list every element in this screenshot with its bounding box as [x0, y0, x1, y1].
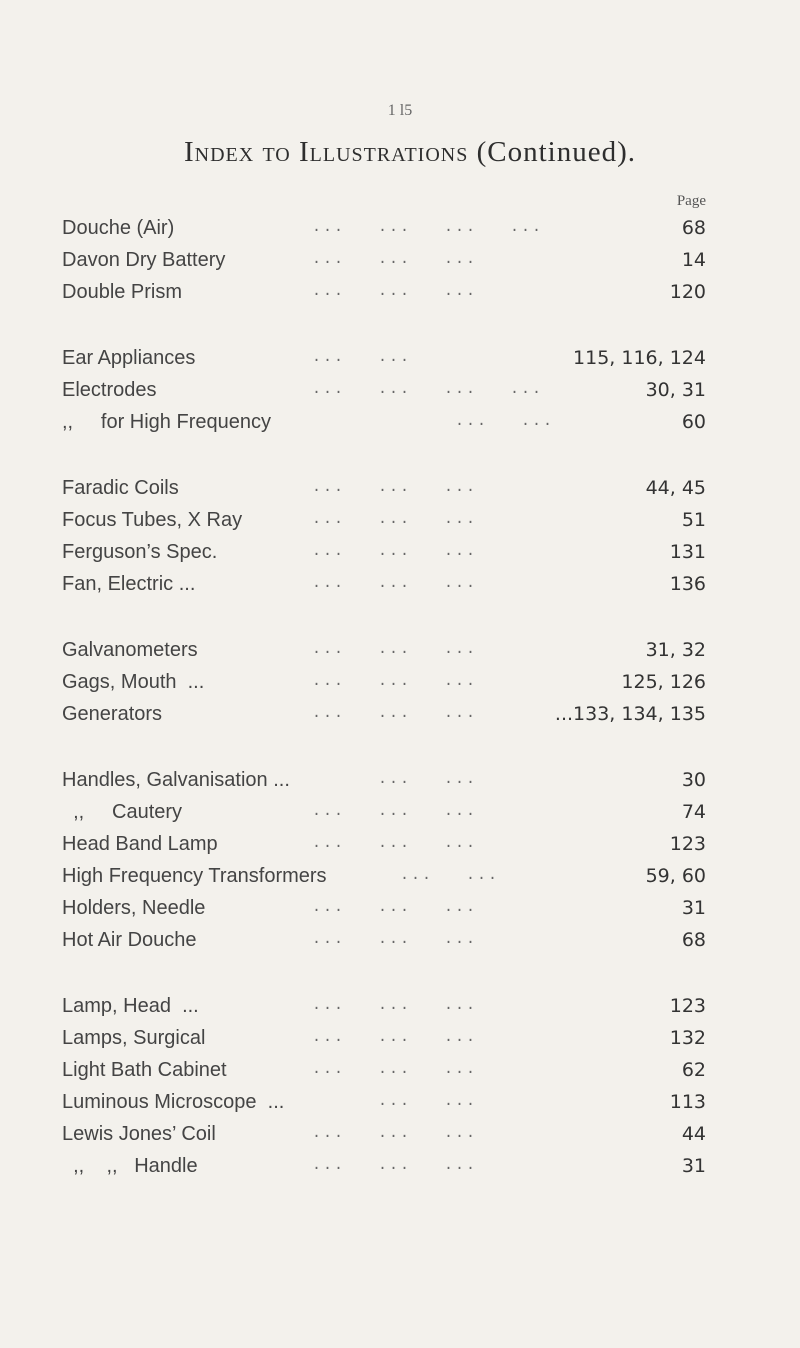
index-entry	[62, 1150, 722, 1182]
entry-label: Holders, Needle	[62, 897, 206, 919]
index-entry	[62, 276, 722, 308]
entry-pages: 123	[669, 995, 706, 1017]
index-group	[62, 634, 722, 730]
index-entry	[62, 472, 722, 504]
index-entry	[62, 892, 722, 924]
entry-label: Ear Appliances	[62, 347, 196, 369]
entry-label: Lamps, Surgical	[62, 1027, 206, 1049]
index-group	[62, 212, 722, 308]
entry-pages: 44	[681, 1123, 706, 1145]
index-entry	[62, 924, 722, 956]
index-entry	[62, 1022, 722, 1054]
index-group	[62, 342, 722, 438]
entry-pages: ...133, 134, 135	[554, 703, 706, 725]
entry-pages: 125, 126	[621, 671, 706, 693]
entry-pages: 30, 31	[645, 379, 706, 401]
leader-dots: ... ... ...	[312, 931, 478, 948]
leader-dots: ... ...	[312, 771, 478, 788]
index-entry	[62, 504, 722, 536]
entry-label: Generators	[62, 703, 163, 725]
entry-pages: 120	[669, 281, 706, 303]
index-entry	[62, 698, 722, 730]
entry-label: Lamp, Head ...	[62, 995, 199, 1017]
entry-label: Hot Air Douche	[62, 929, 197, 951]
index-entry	[62, 1054, 722, 1086]
entry-pages: 59, 60	[645, 865, 706, 887]
entry-pages: 113	[669, 1091, 706, 1113]
index-entry	[62, 828, 722, 860]
index-entry	[62, 212, 722, 244]
entry-pages: 31	[681, 1155, 706, 1177]
entry-pages: 51	[681, 509, 706, 531]
leader-dots: ... ... ...	[312, 1061, 478, 1078]
leader-dots: ... ... ...	[312, 997, 478, 1014]
entry-pages: 132	[669, 1027, 706, 1049]
index-entry	[62, 860, 722, 892]
entry-label: ,, for High Frequency	[62, 411, 271, 433]
index-entry	[62, 406, 722, 438]
entry-label: ,, Cautery	[62, 801, 183, 823]
index-entry	[62, 666, 722, 698]
title-continued: (Continued).	[476, 136, 636, 168]
index-entries	[62, 212, 722, 1216]
index-entry	[62, 374, 722, 406]
page-column-header: Page	[676, 193, 706, 209]
index-entry	[62, 568, 722, 600]
page-title	[60, 136, 760, 169]
entry-label: Galvanometers	[62, 639, 198, 661]
index-group	[62, 764, 722, 956]
entry-label: Gags, Mouth ...	[62, 671, 205, 693]
leader-dots: ... ... ...	[312, 899, 478, 916]
entry-label: Luminous Microscope ...	[62, 1091, 285, 1113]
leader-dots: ... ... ...	[312, 641, 478, 658]
entry-pages: 136	[669, 573, 706, 595]
leader-dots: ... ... ... ...	[312, 219, 544, 236]
index-entry	[62, 1086, 722, 1118]
leader-dots: ... ... ...	[312, 673, 478, 690]
entry-label: Head Band Lamp	[62, 833, 218, 855]
entry-label: Fan, Electric ...	[62, 573, 196, 595]
leader-dots: ... ... ...	[312, 511, 478, 528]
index-entry	[62, 796, 722, 828]
entry-pages: 74	[681, 801, 706, 823]
leader-dots: ... ... ...	[312, 1125, 478, 1142]
leader-dots: ... ... ...	[312, 283, 478, 300]
index-entry	[62, 342, 722, 374]
entry-pages: 123	[669, 833, 706, 855]
entry-pages: 44, 45	[645, 477, 706, 499]
entry-label: Ferguson’s Spec.	[62, 541, 218, 563]
entry-pages: 14	[681, 249, 706, 271]
leader-dots: ... ...	[312, 867, 500, 884]
index-group	[62, 990, 722, 1182]
leader-dots: ... ...	[312, 349, 412, 366]
entry-label: Double Prism	[62, 281, 183, 303]
leader-dots: ... ...	[312, 1093, 478, 1110]
entry-pages: 31	[681, 897, 706, 919]
entry-label: Focus Tubes, X Ray	[62, 509, 243, 531]
entry-label: Faradic Coils	[62, 477, 179, 499]
entry-label: Davon Dry Battery	[62, 249, 226, 271]
entry-label: Douche (Air)	[62, 217, 175, 239]
entry-pages: 30	[681, 769, 706, 791]
leader-dots: ... ... ...	[312, 543, 478, 560]
entry-label: High Frequency Transformers	[62, 865, 327, 887]
entry-pages: 62	[681, 1059, 706, 1081]
entry-pages: 68	[681, 217, 706, 239]
entry-pages: 115, 116, 124	[573, 347, 706, 369]
index-entry	[62, 764, 722, 796]
leader-dots: ... ... ...	[312, 575, 478, 592]
entry-label: Lewis Jones’ Coil	[62, 1123, 216, 1145]
index-entry	[62, 1118, 722, 1150]
leader-dots: ... ... ...	[312, 835, 478, 852]
leader-dots: ... ...	[312, 413, 555, 430]
entry-label: Electrodes	[62, 379, 157, 401]
leader-dots: ... ... ...	[312, 1029, 478, 1046]
entry-label: Light Bath Cabinet	[62, 1059, 227, 1081]
index-entry	[62, 244, 722, 276]
index-entry	[62, 990, 722, 1022]
index-entry	[62, 536, 722, 568]
leader-dots: ... ... ... ...	[312, 381, 544, 398]
entry-label: Handles, Galvanisation ...	[62, 769, 290, 791]
leader-dots: ... ... ...	[312, 803, 478, 820]
leader-dots: ... ... ...	[312, 479, 478, 496]
page-number: 1 l5	[387, 102, 413, 119]
entry-label: ,, ,, Handle	[62, 1155, 198, 1177]
index-group	[62, 472, 722, 600]
entry-pages: 131	[669, 541, 706, 563]
entry-pages: 60	[681, 411, 706, 433]
leader-dots: ... ... ...	[312, 705, 478, 722]
title-main: Index to Illustrations	[184, 136, 469, 168]
leader-dots: ... ... ...	[312, 251, 478, 268]
entry-pages: 31, 32	[645, 639, 706, 661]
entry-pages: 68	[681, 929, 706, 951]
index-entry	[62, 634, 722, 666]
leader-dots: ... ... ...	[312, 1157, 478, 1174]
